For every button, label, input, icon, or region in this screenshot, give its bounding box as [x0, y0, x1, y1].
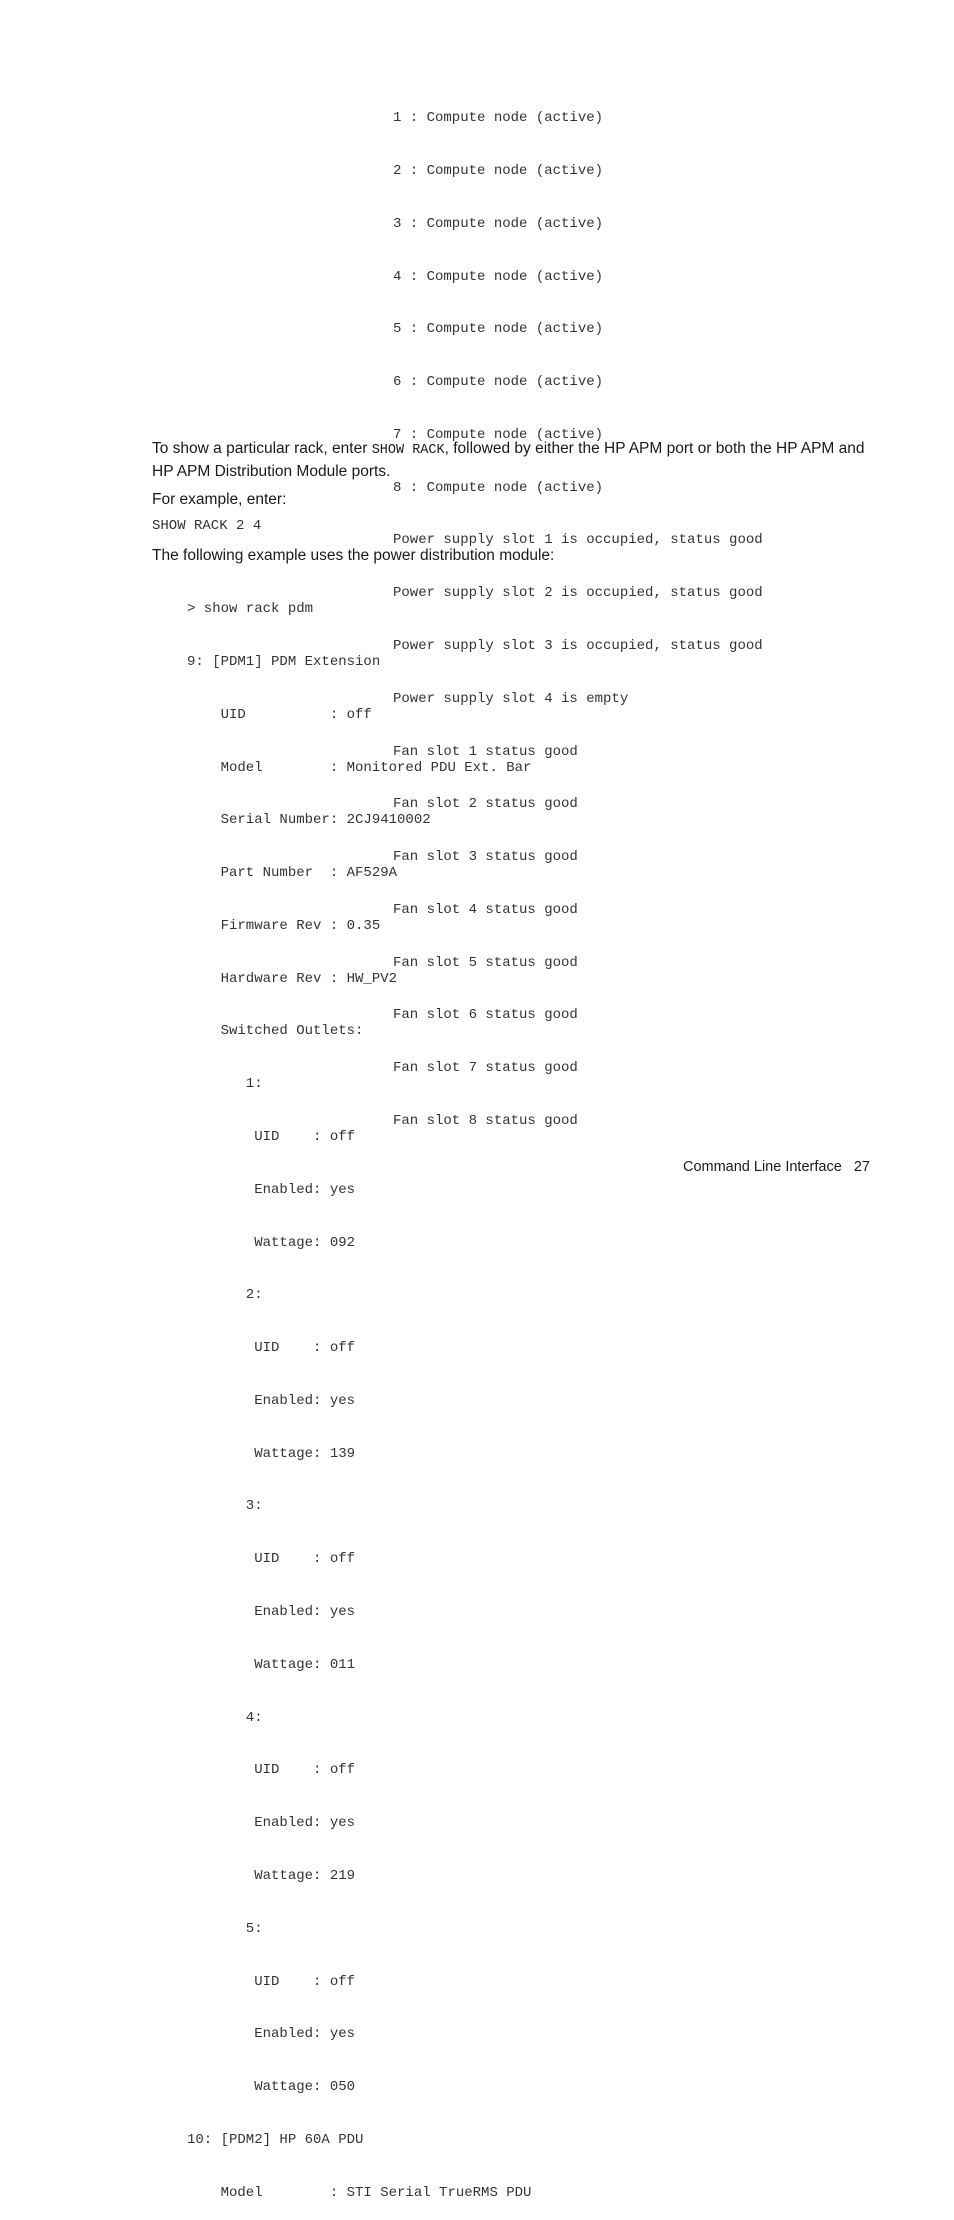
output-line: Fan slot 4 status good	[393, 901, 578, 918]
output-line: UID : off	[187, 706, 372, 723]
output-line: Wattage: 050	[187, 2079, 356, 2096]
output-line: Model : STI Serial TrueRMS PDU	[187, 2184, 532, 2201]
para-text: , followed by either the HP APM port or both the HP APM and HP APM Distribution Module ports.	[152, 440, 865, 480]
output-line: 10: [PDM2] HP 60A PDU	[187, 2131, 364, 2148]
output-line: UID : off	[187, 1551, 356, 1568]
output-line: Fan slot 2 status good	[393, 796, 578, 813]
output-line: 9: [PDM1] PDM Extension	[187, 653, 381, 670]
output-line: 5 : Compute node (active)	[393, 321, 604, 338]
output-line: Enabled: yes	[187, 1604, 356, 1621]
output-line: 8 : Compute node (active)	[393, 479, 604, 496]
output-line: > show rack pdm	[187, 601, 314, 618]
output-line: 4 : Compute node (active)	[393, 268, 604, 285]
output-line: Serial Number: 2CJ9410002	[187, 812, 431, 829]
output-line: Enabled: yes	[187, 1815, 356, 1832]
output-line: Wattage: 219	[187, 1867, 356, 1884]
output-line: 6 : Compute node (active)	[393, 374, 604, 391]
output-line: Fan slot 5 status good	[393, 954, 578, 971]
output-line: Model : Monitored PDU Ext. Bar	[187, 759, 532, 776]
output-line: Power supply slot 3 is occupied, status good	[393, 638, 763, 654]
output-line: UID : off	[187, 1973, 356, 1990]
output-line: Enabled: yes	[187, 1181, 356, 1198]
footer-section-title: Command Line Interface	[682, 1159, 842, 1175]
show-rack-paragraph	[152, 438, 872, 482]
output-line: Wattage: 011	[187, 1656, 356, 1673]
output-line: 2 : Compute node (active)	[393, 162, 604, 179]
output-line: Wattage: 092	[187, 1234, 356, 1251]
output-line: Fan slot 7 status good	[393, 1060, 578, 1077]
output-line: Power supply slot 2 is occupied, status good	[393, 585, 763, 602]
output-line: UID : off	[187, 1340, 356, 1357]
output-line: 5:	[187, 1920, 263, 1937]
pdm-example-intro: The following example uses the power distribution module:	[152, 547, 555, 564]
output-line: 7 : Compute node (active)	[393, 426, 604, 443]
output-line: Enabled: yes	[187, 1392, 356, 1409]
output-line: Power supply slot 1 is occupied, status good	[393, 532, 763, 549]
output-line: Fan slot 3 status good	[393, 849, 578, 866]
output-line: Enabled: yes	[187, 2026, 356, 2043]
output-line: 2:	[187, 1287, 263, 1304]
output-line: Part Number : AF529A	[187, 865, 398, 882]
page-number: 27	[853, 1159, 870, 1175]
output-line: 1:	[187, 1076, 263, 1093]
example-command: SHOW RACK 2 4	[152, 518, 262, 534]
output-line: Firmware Rev : 0.35	[187, 917, 381, 934]
inline-code: SHOW RACK	[371, 443, 445, 458]
pdm-output-block	[187, 566, 531, 2220]
output-line: 1 : Compute node (active)	[393, 110, 604, 127]
output-line: 3 : Compute node (active)	[393, 215, 604, 232]
output-line: 4:	[187, 1709, 263, 1726]
output-line: 3:	[187, 1498, 263, 1515]
page-footer	[683, 1157, 870, 1178]
output-line: Wattage: 139	[187, 1445, 356, 1462]
output-line: Switched Outlets:	[187, 1023, 364, 1040]
para-text: To show a particular rack, enter	[152, 440, 372, 457]
output-line: UID : off	[187, 1762, 356, 1779]
output-line: Fan slot 8 status good	[393, 1113, 578, 1130]
output-line: Fan slot 1 status good	[393, 743, 578, 760]
output-line: Hardware Rev : HW_PV2	[187, 970, 398, 987]
output-line: Power supply slot 4 is empty	[393, 690, 629, 707]
example-intro: For example, enter:	[152, 491, 287, 508]
output-line: Fan slot 6 status good	[393, 1007, 578, 1024]
output-line: UID : off	[187, 1129, 356, 1145]
